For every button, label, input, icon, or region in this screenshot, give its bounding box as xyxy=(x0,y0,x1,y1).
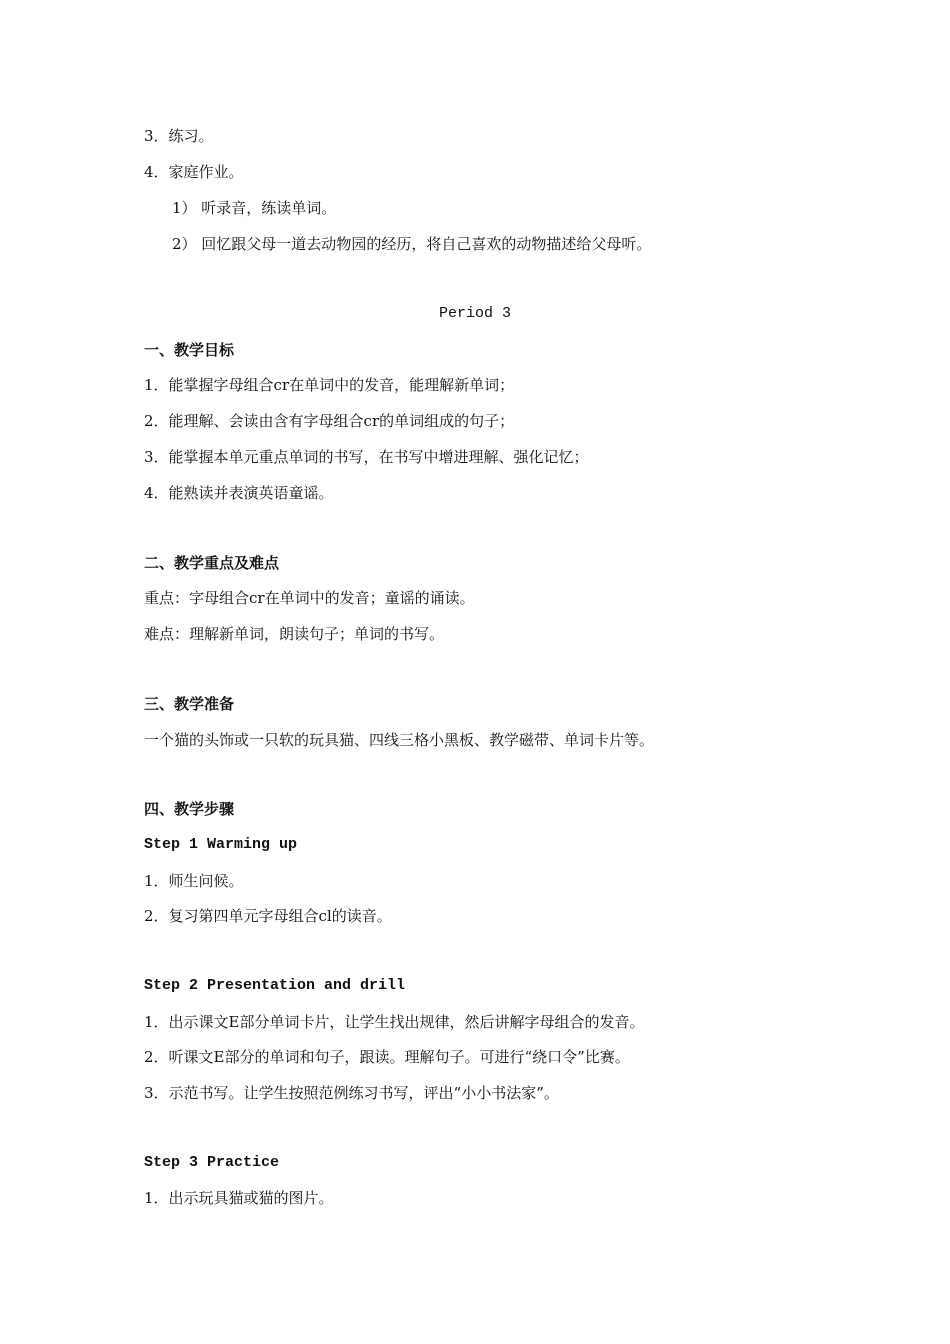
objective-1: 1．能掌握字母组合cr在单词中的发音，能理解新单词； xyxy=(144,376,515,394)
key-point: 重点：字母组合cr在单词中的发音；童谣的诵读。 xyxy=(144,589,475,607)
step-2-item-2: 2．听课文E部分的单词和句子，跟读。理解句子。可进行“绕口令”比赛。 xyxy=(144,1048,630,1066)
objective-3: 3．能掌握本单元重点单词的书写，在书写中增进理解、强化记忆； xyxy=(144,448,589,466)
practice-item: 3．练习。 xyxy=(144,127,214,145)
period-title: Period 3 xyxy=(438,305,511,322)
step-2-heading: Step 2 Presentation and drill xyxy=(144,977,406,994)
section-heading-key-points: 二、教学重点及难点 xyxy=(144,554,280,572)
step-3-item-1: 1．出示玩具猫或猫的图片。 xyxy=(144,1189,334,1207)
homework-subitem-2: 2） 回忆跟父母一道去动物园的经历，将自己喜欢的动物描述给父母听。 xyxy=(172,235,652,253)
step-3-heading: Step 3 Practice xyxy=(144,1154,280,1171)
step-1-item-1: 1．师生问候。 xyxy=(144,872,244,890)
section-heading-objectives: 一、教学目标 xyxy=(144,341,235,359)
difficult-point: 难点：理解新单词，朗读句子；单词的书写。 xyxy=(144,625,445,643)
section-heading-preparation: 三、教学准备 xyxy=(144,695,235,713)
step-2-item-3: 3．示范书写。让学生按照范例练习书写，评出“小小书法家”。 xyxy=(144,1084,559,1102)
preparation-text: 一个猫的头饰或一只软的玩具猫、四线三格小黑板、教学磁带、单词卡片等。 xyxy=(144,731,655,749)
step-2-item-1: 1．出示课文E部分单词卡片，让学生找出规律，然后讲解字母组合的发音。 xyxy=(144,1013,645,1031)
homework-item: 4．家庭作业。 xyxy=(144,163,244,181)
step-1-item-2: 2．复习第四单元字母组合cl的读音。 xyxy=(144,907,392,925)
objective-4: 4．能熟读并表演英语童谣。 xyxy=(144,484,334,502)
objective-2: 2．能理解、会读由含有字母组合cr的单词组成的句子； xyxy=(144,412,515,430)
homework-subitem-1: 1） 听录音，练读单词。 xyxy=(172,199,337,217)
step-1-heading: Step 1 Warming up xyxy=(144,836,298,853)
section-heading-steps: 四、教学步骤 xyxy=(144,800,235,818)
